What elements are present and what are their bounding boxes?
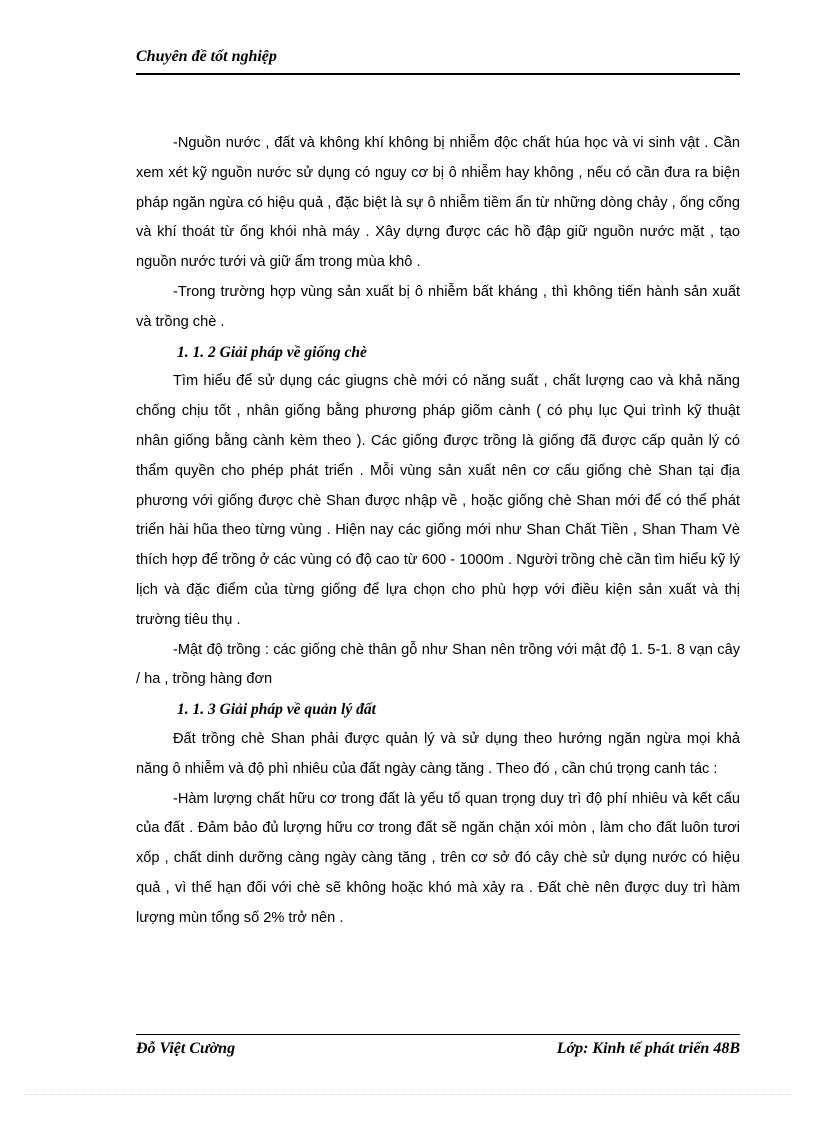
page-footer — [136, 1040, 740, 1058]
paragraph-organic-matter: -Hàm lượng chất hữu cơ trong đất là yếu tố quan trọng duy trì độ phí nhiêu và kết cấu của đất . Đảm bảo đủ lượng hữu cơ trong đất sẽ ngăn chặn xói mòn , làm cho đất luôn tươi xốp , chất dinh dưỡng càng ngày càng tăng , trên cơ sở đó cây chè sử dụng nước có hiệu quả , vì thế hạn đối với chè sẽ không hoặc khó mà xảy ra . Đất chè nên được duy trì hàm lượng mùn tổng số 2% trở nên . — [136, 790, 740, 926]
paragraph-planting-density: -Mật độ trồng : các giống chè thân gỗ như Shan nên trồng với mật độ 1. 5-1. 8 vạn cây / ha , trồng hàng đơn — [136, 641, 740, 688]
paragraph-seed-varieties: Tìm hiểu để sử dụng các giugns chè mới có năng suất , chất lượng cao và khả năng chống chịu tốt , nhân giống bằng phương pháp giõm cành ( có phụ lục Qui trình kỹ thuật nhân giống bằng cành kèm theo ). Các giống được trồng là giống đã được cấp quản lý có thẩm quyền cho phép phát triển . Mỗi vùng sản xuất nên cơ cấu giống chè Shan tại địa phương với giống được chè Shan được nhập về , hoặc giống chè Shan mới để có thể phát triển hài hũa theo từng vùng . Hiện nay các giống mới như Shan Chất Tiền , Shan Tham Vè thích hợp để trồng ở các vùng có độ cao từ 600 - 1000m . Người trồng chè cần tìm hiểu kỹ lý lịch và đặc điểm của từng giống để lựa chọn cho phù hợp với điều kiện sản xuất và thị trường tiêu thụ . — [136, 373, 740, 628]
section-heading-soil: 1. 1. 3 Giải pháp về quản lý đất — [177, 701, 376, 719]
footer-divider — [136, 1034, 740, 1035]
paragraph-pollution: -Trong trường hợp vùng sản xuất bị ô nhiễm bất kháng , thì không tiến hành sản xuất và trồng chè . — [136, 283, 740, 330]
header-divider — [136, 73, 740, 75]
page-bottom-border — [24, 1094, 792, 1095]
paragraph-soil-management: Đất trồng chè Shan phải được quản lý và sử dụng theo hướng ngăn ngừa mọi khả năng ô nhiễm và độ phì nhiêu của đất ngày càng tăng . Theo đó , cần chú trọng canh tác : — [136, 730, 740, 777]
footer-class: Lớp: Kinh tế phát triển 48B — [556, 1040, 740, 1057]
section-heading-seed: 1. 1. 2 Giải pháp về giống chè — [177, 343, 367, 361]
footer-author: Đỗ Việt Cường — [136, 1040, 236, 1057]
page-header-title: Chuyên đề tốt nghiệp — [136, 48, 277, 65]
paragraph-water-soil: -Nguồn nước , đất và không khí không bị nhiễm độc chất húa học và vi sinh vật . Cần xem xét kỹ nguồn nước sử dụng có nguy cơ bị ô nhiễm hay không , nếu có cần đưa ra biện pháp ngăn ngừa có hiệu quả , đặc biệt là sự ô nhiễm tiềm ẩn từ những dòng chảy , ống cống và khí thoát từ ống khói nhà máy . Xây dựng được các hồ đập giữ nguồn nước mặt , tạo nguồn nước tưới và giữ ẩm trong mùa khô . — [136, 135, 740, 271]
document-body — [136, 129, 740, 934]
